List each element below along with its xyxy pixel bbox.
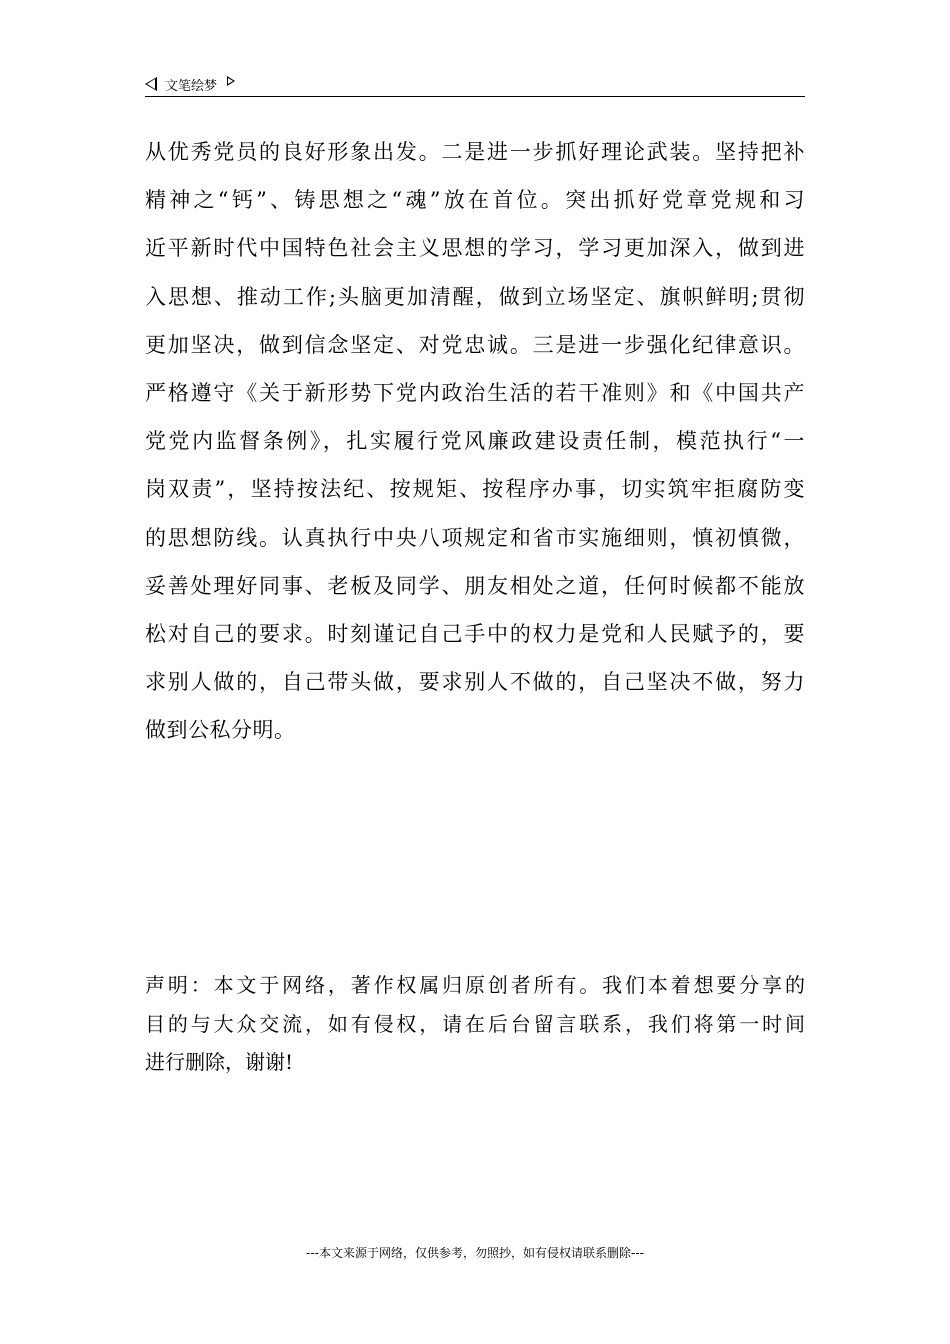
header-title: 文笔绘梦 bbox=[165, 78, 218, 94]
body-line: 妥善处理好同事、老板及同学、朋友相处之道，任何时候都不能放 bbox=[145, 573, 805, 598]
triangle-right-icon bbox=[227, 76, 235, 86]
body-paragraph bbox=[145, 128, 805, 754]
body-line: 从优秀党员的良好形象出发。二是进一步抓好理论武装。坚持把补 bbox=[145, 140, 805, 164]
triangle-left-icon bbox=[145, 77, 157, 91]
body-line: 近平新时代中国特色社会主义思想的学习，学习更加深入，做到进 bbox=[145, 236, 805, 261]
notice-line: 声明：本文于网络，著作权属归原创者所有。我们本着想要分享的 bbox=[145, 973, 805, 997]
body-line: 党党内监督条例》，扎实履行党风廉政建设责任制，模范执行“一 bbox=[145, 429, 805, 454]
copyright-notice bbox=[145, 966, 805, 1082]
body-line: 岗双责”，坚持按法纪、按规矩、按程序办事，切实筑牢拒腐防变 bbox=[145, 477, 805, 502]
body-line: 更加坚决，做到信念坚定、对党忠诚。三是进一步强化纪律意识。 bbox=[145, 332, 805, 357]
page-footer: ---本文来源于网络，仅供参考，勿照抄，如有侵权请联系删除--- bbox=[306, 1246, 644, 1260]
body-line: 入思想、推动工作;头脑更加清醒，做到立场坚定、旗帜鲜明;贯彻 bbox=[145, 284, 805, 309]
notice-line: 目的与大众交流，如有侵权，请在后台留言联系，我们将第一时间 bbox=[145, 1011, 805, 1036]
body-line: 精神之“钙”、铸思想之“魂”放在首位。突出抓好党章党规和习 bbox=[145, 188, 805, 213]
body-line: 严格遵守《关于新形势下党内政治生活的若干准则》和《中国共产 bbox=[145, 380, 805, 405]
body-line: 求别人做的，自己带头做，要求别人不做的，自己坚决不做，努力 bbox=[145, 670, 805, 695]
body-line: 做到公私分明。 bbox=[145, 718, 296, 743]
body-line: 的思想防线。认真执行中央八项规定和省市实施细则，慎初慎微， bbox=[145, 525, 805, 550]
body-line: 松对自己的要求。时刻谨记自己手中的权力是党和人民赋予的，要 bbox=[145, 621, 805, 646]
page-header bbox=[145, 72, 805, 97]
notice-line: 进行删除，谢谢! bbox=[145, 1050, 294, 1074]
